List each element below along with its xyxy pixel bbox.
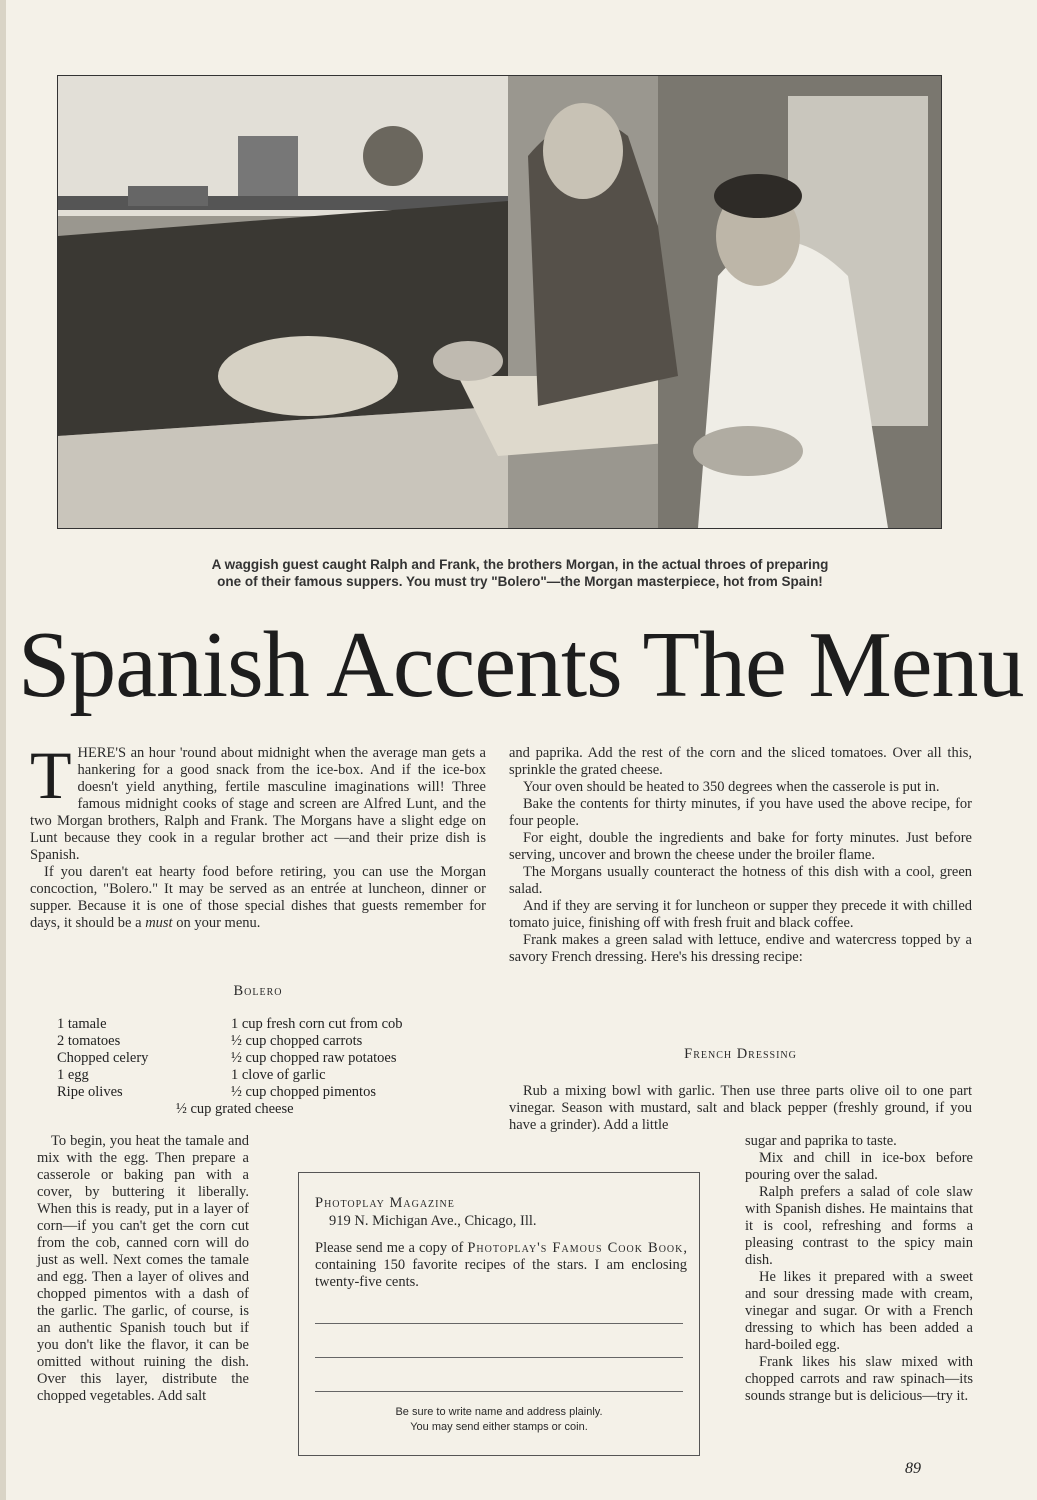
paragraph-2: If you daren't eat hearty food before retiring, you can use the Morgan concoction, "Bolero." It may be served as an entrée at luncheon, dinner or supper. Because it is one of those special dishes that guests remember for days, it should be a must on your menu. [30, 864, 486, 931]
ingredient: Ripe olives [57, 1084, 123, 1100]
coupon-write-line[interactable] [315, 1391, 683, 1392]
intro-paragraph: THERE'S an hour 'round about midnight when the average man gets a hankering for a good snack from the ice-box. And if the ice-box doesn't yield anything, fertile masculine imaginations will! Three famous midnight cooks of stage and screen are Alfred Lunt, and the two Morgan brothers, Ralph and Frank. The Morgans have a slight edge on Lunt because they cook in a regular brother act —and their prize dish is Spanish. [30, 737, 486, 863]
ingredient: 1 clove of garlic [231, 1067, 326, 1083]
coupon-write-line[interactable] [315, 1357, 683, 1358]
dressing-title: French Dressing [684, 1046, 797, 1062]
recipe-title: Bolero [233, 983, 283, 999]
paragraph: The Morgans usually counteract the hotness of this dish with a cool, green salad. [509, 864, 972, 897]
article-headline: Spanish Accents The Menu [18, 613, 1024, 717]
page-edge [0, 0, 6, 1500]
ingredient: ½ cup chopped carrots [231, 1033, 363, 1049]
ingredient: ½ cup chopped pimentos [231, 1084, 376, 1100]
ingredient-last: ½ cup grated cheese [176, 1101, 294, 1117]
right-column [509, 745, 972, 966]
coupon-address: 919 N. Michigan Ave., Chicago, Ill. [329, 1213, 537, 1229]
method-paragraph: To begin, you heat the tamale and mix with the egg. Then prepare a casserole or baking pan with a cover, by buttering it liberally. When this is ready, put in a layer of corn—if you can't get the corn cut from the cob, canned corn will do just as well. Next comes the tamale and egg. Then a layer of olives and chopped pimentos with a dash of the garlic. The garlic, of course, is an authentic Spanish touch but if you don't like the flavor, it can be omitted without ruining the dish. Over this layer, distribute the chopped vegetables. Add salt [37, 1133, 249, 1404]
ingredient: Chopped celery [57, 1050, 149, 1066]
coupon-publisher: Photoplay Magazine [315, 1195, 455, 1211]
paragraph: Bake the contents for thirty minutes, if you have used the above recipe, for four people. [509, 796, 972, 829]
paragraph: Frank likes his slaw mixed with chopped carrots and raw spinach—its sounds strange but is delicious—try it. [745, 1354, 973, 1404]
paragraph: Your oven should be heated to 350 degrees when the casserole is put in. [523, 779, 940, 795]
ingredients-right [231, 1016, 403, 1101]
paragraph: and paprika. Add the rest of the corn and the sliced tomatoes. Over all this, sprinkle the grated cheese. [509, 745, 972, 778]
drop-cap: T [30, 737, 72, 813]
ingredient: ½ cup chopped raw potatoes [231, 1050, 397, 1066]
coupon-note-2: You may send either stamps or coin. [410, 1421, 588, 1433]
ingredient: 2 tomatoes [57, 1033, 121, 1049]
ingredient: 1 cup fresh corn cut from cob [231, 1016, 403, 1032]
paragraph: For eight, double the ingredients and bake for forty minutes. Just before serving, uncover and brown the cheese under the broiler flame. [509, 830, 972, 863]
paragraph: He likes it prepared with a sweet and sour dressing made with cream, vinegar and sugar. Or with a French dressing to which has been added a hard-boiled egg. [745, 1269, 973, 1353]
left-column [30, 737, 486, 932]
photo-caption [80, 556, 960, 590]
ingredient: 1 egg [57, 1067, 89, 1083]
ingredients-left [57, 1016, 148, 1101]
paragraph: And if they are serving it for luncheon or supper they precede it with chilled tomato juice, finishing off with fresh fruit and black coffee. [509, 898, 972, 931]
page-number: 89 [905, 1460, 921, 1477]
order-coupon [298, 1172, 700, 1456]
paragraph: Mix and chill in ice-box before pouring over the salad. [745, 1150, 973, 1183]
paragraph: Frank makes a green salad with lettuce, endive and watercress topped by a savory French dressing. Here's his dressing recipe: [509, 932, 972, 965]
paragraph: sugar and paprika to taste. [745, 1133, 897, 1149]
right-narrow-column [745, 1133, 973, 1405]
caption-line-1: A waggish guest caught Ralph and Frank, the brothers Morgan, in the actual throes of preparing [211, 557, 829, 572]
coupon-body: Please send me a copy of Photoplay's Famous Cook Book, containing 150 favorite recipes of the stars. I am enclosing twenty-five cents. [315, 1240, 687, 1290]
dressing-paragraph: Rub a mixing bowl with garlic. Then use three parts olive oil to one part vinegar. Season with mustard, salt and black pepper (freshly ground, if you have a grinder). Add a little [509, 1083, 972, 1133]
coupon-write-line[interactable] [315, 1323, 683, 1324]
caption-line-2: one of their famous suppers. You must try "Bolero"—the Morgan masterpiece, hot from Spain! [217, 574, 823, 589]
kitchen-photo [57, 75, 942, 529]
ingredient: 1 tamale [57, 1016, 107, 1032]
coupon-note-1: Be sure to write name and address plainly. [395, 1406, 603, 1418]
paragraph: Ralph prefers a salad of cole slaw with Spanish dishes. He maintains that it is cool, refreshing and forms a pleasing contrast to the spicy main dish. [745, 1184, 973, 1268]
